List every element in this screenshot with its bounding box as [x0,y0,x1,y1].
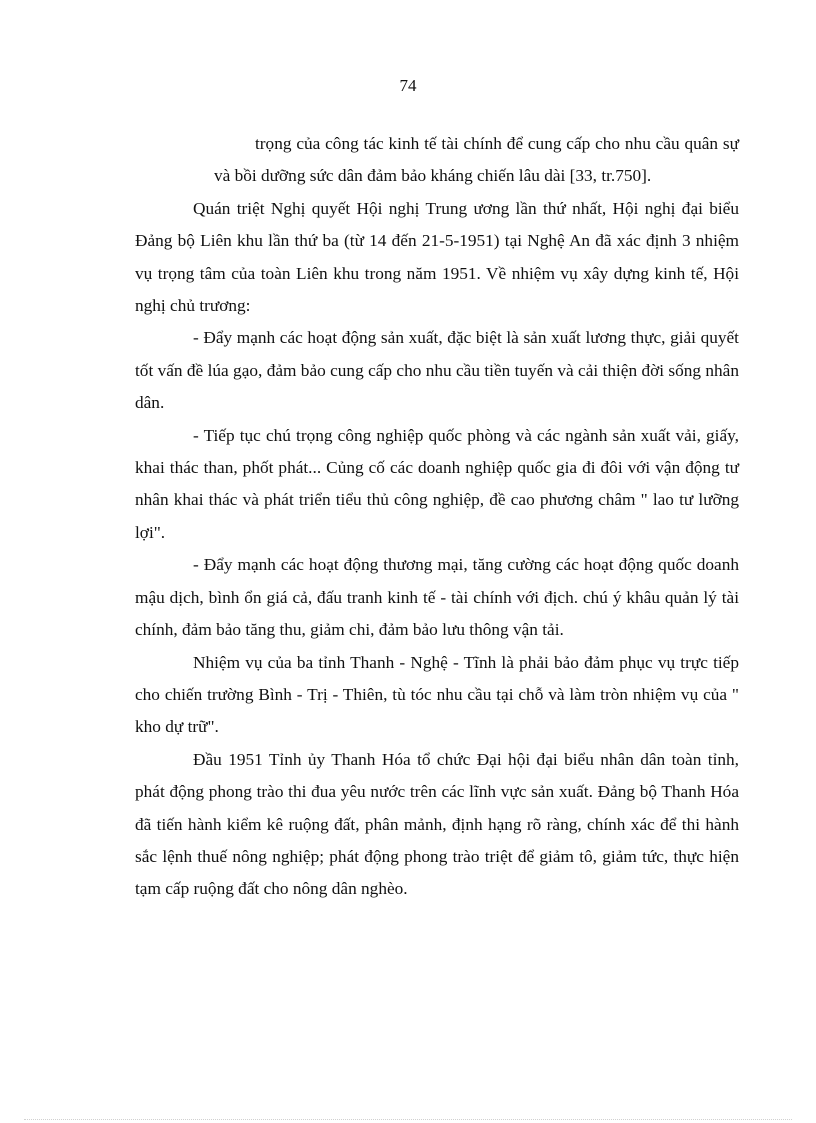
bullet-industry: - Tiếp tục chú trọng công nghiệp quốc phòng và các ngành sản xuất vải, giấy, khai thác than, phốt phát... Củng cố các doanh nghiệp quốc gia đi đôi với vận động tư nhân khai thác và phát triển tiểu thủ công nghiệp, đề cao phương châm " lao tư lưỡng lợi". [135,425,739,542]
paragraph-resolution: Quán triệt Nghị quyết Hội nghị Trung ương lần thứ nhất, Hội nghị đại biểu Đảng bộ Liên khu lần thứ ba (từ 14 đến 21-5-1951) tại Nghệ An đã xác định 3 nhiệm vụ trọng tâm của toàn Liên khu trong năm 1951. Về nhiệm vụ xây dựng kinh tế, Hội nghị chủ trương: [135,198,739,316]
paragraph-three-provinces: Nhiệm vụ của ba tỉnh Thanh - Nghệ - Tĩnh là phải bảo đảm phục vụ trực tiếp cho chiến trường Bình - Trị - Thiên, tù tóc nhu cầu tại chỗ và làm tròn nhiệm vụ của " kho dự trữ". [135,652,739,737]
page-number: 74 [399,76,417,95]
quotation-paragraph: trọng của công tác kinh tế tài chính để cung cấp cho nhu cầu quân sự và bồi dưỡng sức dân đảm bảo kháng chiến lâu dài [33, tr.750]. [214,134,739,186]
bullet-production: - Đẩy mạnh các hoạt động sản xuất, đặc biệt là sản xuất lương thực, giải quyết tốt vấn đề lúa gạo, đảm bảo cung cấp cho nhu cầu tiền tuyến và cải thiện đời sống nhân dân. [135,328,739,413]
footer-divider [24,1119,792,1120]
document-body [135,128,739,906]
paragraph-thanh-hoa: Đầu 1951 Tỉnh ủy Thanh Hóa tổ chức Đại hội đại biểu nhân dân toàn tỉnh, phát động phong trào thi đua yêu nước trên các lĩnh vực sản xuất. Đảng bộ Thanh Hóa đã tiến hành kiểm kê ruộng đất, phân mảnh, định hạng rõ ràng, chính xác để thi hành sắc lệnh thuế nông nghiệp; phát động phong trào triệt để giảm tô, giảm tức, thực hiện tạm cấp ruộng đất cho nông dân nghèo. [135,749,739,899]
bullet-commerce: - Đẩy mạnh các hoạt động thương mại, tăng cường các hoạt động quốc doanh mậu dịch, bình ổn giá cả, đấu tranh kinh tế - tài chính với địch. chú ý khâu quản lý tài chính, đảm bảo tăng thu, giảm chi, đảm bảo lưu thông vận tải. [135,555,739,640]
